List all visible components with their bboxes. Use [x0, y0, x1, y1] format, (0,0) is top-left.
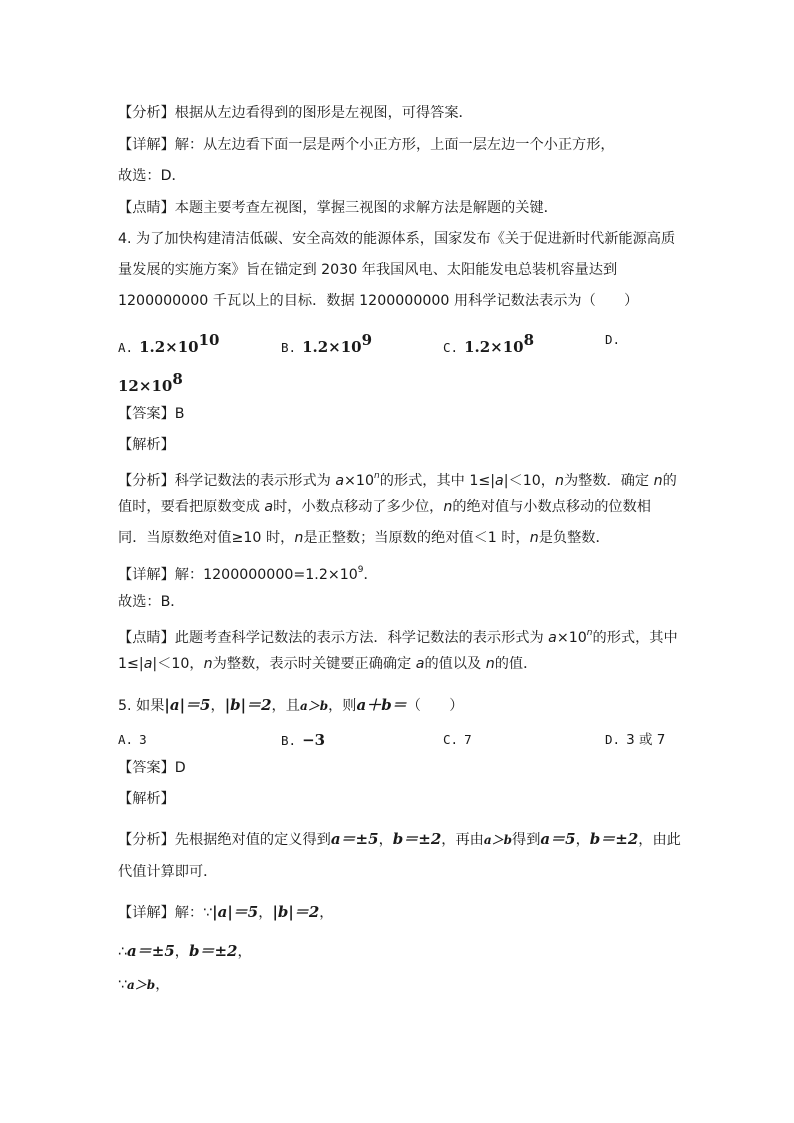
q4-comment-line-2: 1≤|a|＜10，n为整数，表示时关键要正确确定 a的值以及 n的值． [118, 656, 538, 672]
q5-because-line: ∵a＞b， [118, 977, 170, 993]
option-value: 3 或 7 [626, 732, 666, 748]
q4-detail: 【详解】解：$1200000000=1.2\times 10^9$． [118, 565, 378, 583]
option-value: 1.2×10 [464, 338, 524, 356]
q5-analysis-line-2: 代值计算即可． [118, 864, 218, 880]
option-value: 7 [464, 732, 472, 747]
q4-comment-line-1: 【点睛】此题考查科学记数法的表示方法．科学记数法的表示形式为 $a\times 10^n$的形式，其中 [118, 628, 678, 646]
option-value: 1.2×10 [139, 338, 199, 356]
option-value: 12×10 [118, 377, 173, 395]
option-label: B. [281, 733, 297, 748]
q3-analysis: 【分析】根据从左边看得到的图形是左视图，可得答案． [118, 105, 473, 121]
option-label: C. [443, 732, 459, 747]
option-label: B. [281, 340, 297, 355]
q4-option-b [281, 330, 372, 358]
option-label: D. [605, 732, 621, 747]
q4-stem-line-2: 量发展的实施方案》旨在锚定到 2030 年我国风电、太阳能发电总装机容量达到 [118, 262, 618, 278]
option-value: −3 [302, 731, 326, 749]
option-exponent: 8 [172, 370, 183, 388]
q4-option-a [118, 330, 219, 358]
option-exponent: 8 [523, 331, 535, 349]
q4-stem-line-3: 1200000000 千瓦以上的目标．数据 1200000000 用科学记数法表示为（ ） [118, 293, 639, 309]
option-label: A. [118, 732, 134, 747]
q4-stem-line-1: 4. 为了加快构建清洁低碳、安全高效的能源体系，国家发布《关于促进新时代新能源高质 [118, 231, 676, 247]
option-exponent: 10 [198, 331, 220, 349]
option-label: D. [605, 332, 621, 347]
option-value: 3 [139, 732, 147, 747]
q5-option-b [281, 730, 325, 751]
option-value: 1.2×10 [302, 338, 362, 356]
q5-solution-heading: 【解析】 [118, 791, 175, 807]
q3-detail: 【详解】解：从左边看下面一层是两个小正方形，上面一层左边一个小正方形， [118, 137, 615, 153]
q5-stem: 5. 如果|a|＝5，|b|＝2，且a＞b，则a＋b＝（ ） [118, 696, 464, 714]
q3-choice: 故选：D． [118, 168, 186, 184]
q5-option-a [118, 730, 153, 750]
q4-answer: 【答案】B [118, 406, 185, 422]
q4-option-c [443, 330, 534, 358]
q4-solution-heading: 【解析】 [118, 437, 175, 453]
q4-choice: 故选：B． [118, 594, 185, 610]
q5-option-c [443, 730, 478, 750]
q4-analysis-line-2: 值时，要看把原数变成 a时，小数点移动了多少位，n的绝对值与小数点移动的位数相 [118, 499, 651, 515]
q4-analysis-line-1: 【分析】科学记数法的表示形式为 $a\times 10^n$的形式，其中 1≤|a|＜10，n为整数．确定 n的 [118, 471, 677, 489]
q5-option-d [605, 730, 665, 750]
q4-option-d-value [118, 369, 183, 397]
option-label: C. [443, 340, 459, 355]
option-label: A. [118, 340, 134, 355]
q4-analysis-line-3: 同．当原数绝对值≥10 时，n是正整数；当原数的绝对值＜1 时，n是负整数． [118, 530, 610, 546]
option-exponent: 9 [361, 331, 373, 349]
q5-analysis-line-1: 【分析】先根据绝对值的定义得到a＝±5，b＝±2，再由a＞b得到a＝5，b＝±2，由此 [118, 830, 681, 848]
q5-answer: 【答案】D [118, 760, 186, 776]
q3-comment: 【点睛】本题主要考查左视图，掌握三视图的求解方法是解题的关键． [118, 200, 558, 216]
q5-detail: 【详解】解：∵|a|＝5，|b|＝2， [118, 903, 334, 921]
q5-therefore-line: ∴a＝±5，b＝±2， [118, 942, 252, 960]
q4-option-d-label [605, 330, 626, 350]
